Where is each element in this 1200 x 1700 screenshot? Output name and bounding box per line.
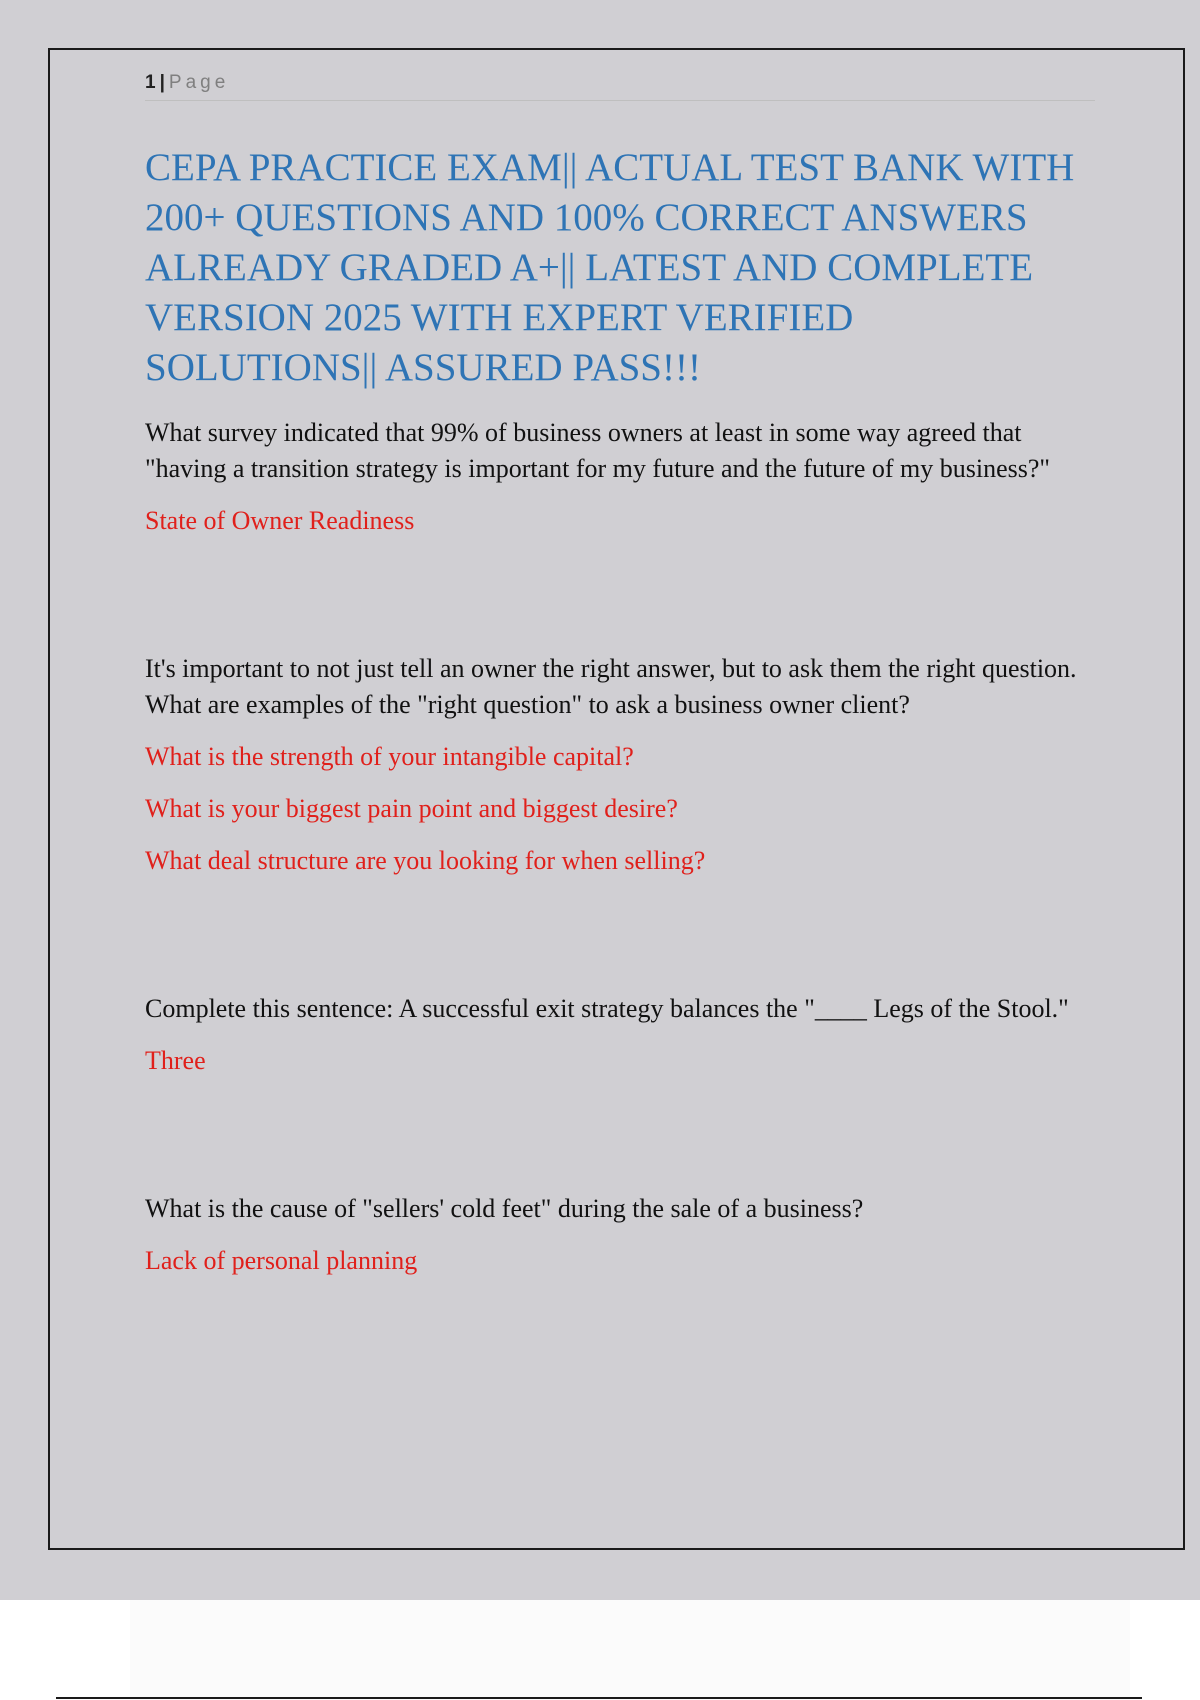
- page-header: [145, 70, 1095, 101]
- page-content: [145, 70, 1095, 1279]
- answer-text: State of Owner Readiness: [145, 506, 415, 535]
- qa-item: [145, 651, 1095, 879]
- qa-item: [145, 415, 1095, 539]
- answer-text: Lack of personal planning: [145, 1246, 418, 1275]
- answer-text: What is your biggest pain point and biggest desire?: [145, 794, 678, 823]
- next-page-preview: [130, 1600, 1130, 1700]
- page-separator: |: [159, 72, 165, 93]
- answer-text: What is the strength of your intangible capital?: [145, 742, 634, 771]
- page-label: Page: [168, 72, 230, 93]
- question-text: Complete this sentence: A successful exit strategy balances the "____ Legs of the Stool.": [145, 994, 1069, 1023]
- question-text: What survey indicated that 99% of business owners at least in some way agreed that "having a transition strategy is important for my future and the future of my business?": [145, 418, 1051, 483]
- question-text: It's important to not just tell an owner the right answer, but to ask them the right question. What are examples of the "right question" to ask a business owner client?: [145, 654, 1077, 719]
- next-page-border: [56, 1697, 1142, 1699]
- qa-item: [145, 1191, 1095, 1279]
- answer-text: What deal structure are you looking for when selling?: [145, 846, 706, 875]
- question-text: What is the cause of "sellers' cold feet" during the sale of a business?: [145, 1194, 864, 1223]
- qa-item: [145, 991, 1095, 1079]
- page-number: 1: [145, 72, 156, 93]
- answer-text: Three: [145, 1046, 206, 1075]
- document-title: CEPA PRACTICE EXAM|| ACTUAL TEST BANK WITH 200+ QUESTIONS AND 100% CORRECT ANSWERS ALREADY GRADED A+|| LATEST AND COMPLETE VERSION 2025 WITH EXPERT VERIFIED SOLUTIONS|| ASSURED PASS!!!: [145, 146, 1075, 389]
